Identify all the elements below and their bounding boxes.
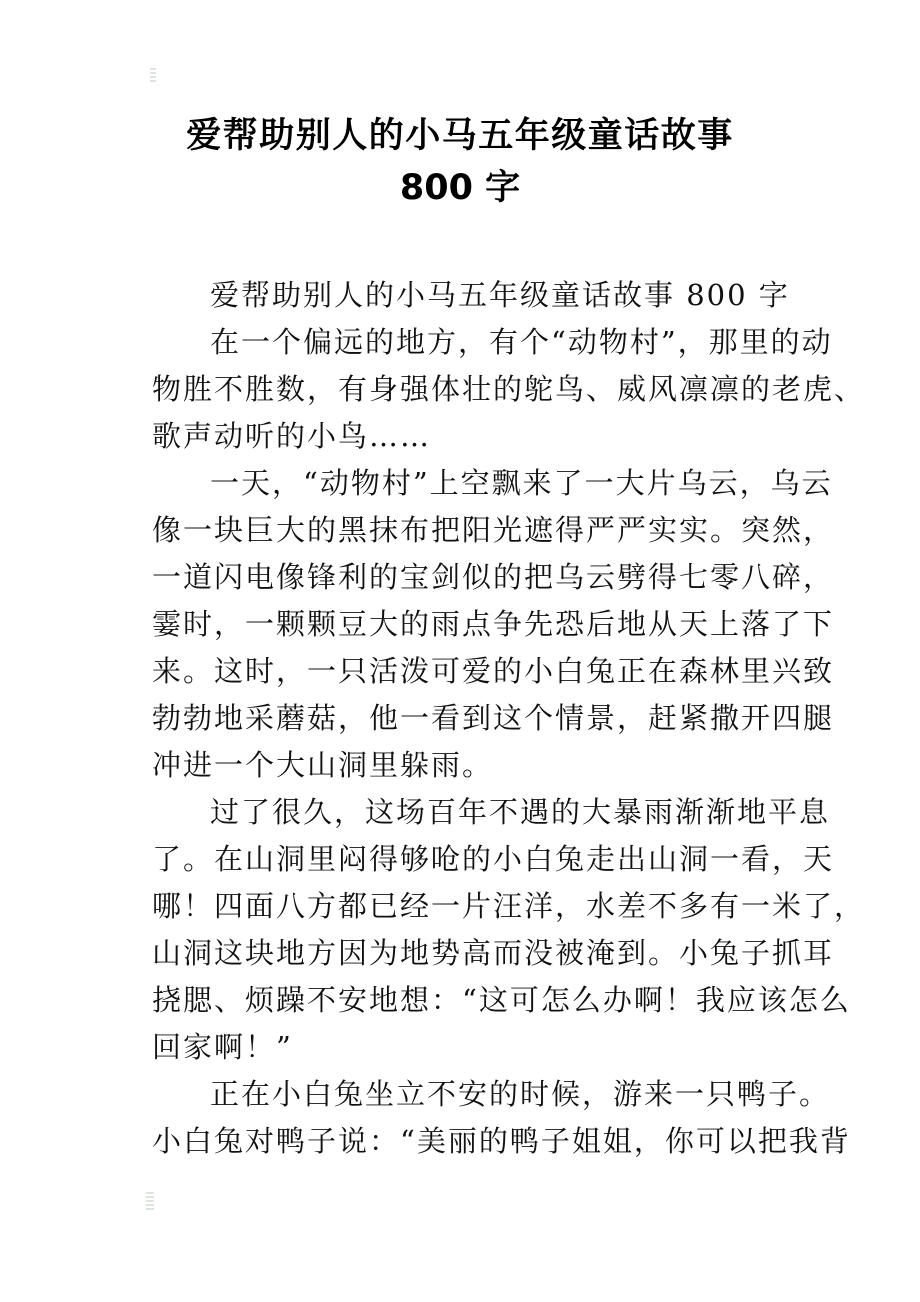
text-line: 爱帮助别人的小马五年级童话故事 800 字	[210, 278, 790, 312]
text-line: 冲进一个大山洞里躲雨。	[152, 748, 494, 782]
text-line: 回家啊！”	[152, 1030, 293, 1064]
text-line: 哪！四面八方都已经一片汪洋，水差不多有一米了，	[152, 889, 866, 923]
document-body	[152, 272, 866, 1165]
text-line: 在一个偏远的地方，有个“动物村”，那里的动	[210, 325, 833, 359]
text-line: 来。这时，一只活泼可爱的小白兔正在森林里兴致	[152, 654, 835, 688]
text-line: 正在小白兔坐立不安的时候，游来一只鸭子。	[210, 1077, 831, 1111]
page-title-line-2: 800 字	[399, 168, 521, 208]
text-line: 过了很久，这场百年不遇的大暴雨渐渐地平息	[210, 795, 831, 829]
text-line: 了。在山洞里闷得够呛的小白兔走出山洞一看，天	[152, 842, 835, 876]
text-line: 山洞这块地方因为地势高而没被淹到。小兔子抓耳	[152, 936, 835, 970]
text-line: 小白兔对鸭子说：“美丽的鸭子姐姐，你可以把我背	[152, 1124, 851, 1158]
scan-artifact-mark	[150, 68, 156, 82]
text-line: 霎时，一颗颗豆大的雨点争先恐后地从天上落了下	[152, 607, 835, 641]
page-title-line-1: 爱帮助别人的小马五年级童话故事	[186, 116, 734, 156]
scan-artifact-mark	[146, 1192, 154, 1212]
text-line: 物胜不胜数，有身强体壮的鸵鸟、威风凛凛的老虎、	[152, 372, 866, 406]
text-line: 歌声动听的小鸟……	[152, 419, 432, 453]
text-line: 一道闪电像锋利的宝剑似的把乌云劈得七零八碎，	[152, 560, 835, 594]
text-line: 挠腮、烦躁不安地想：“这可怎么办啊！我应该怎么	[152, 983, 851, 1017]
text-line: 像一块巨大的黑抹布把阳光遮得严严实实。突然，	[152, 513, 835, 547]
text-line: 一天，“动物村”上空飘来了一大片乌云，乌云	[210, 466, 833, 500]
text-line: 勃勃地采蘑菇，他一看到这个情景，赶紧撒开四腿	[152, 701, 835, 735]
